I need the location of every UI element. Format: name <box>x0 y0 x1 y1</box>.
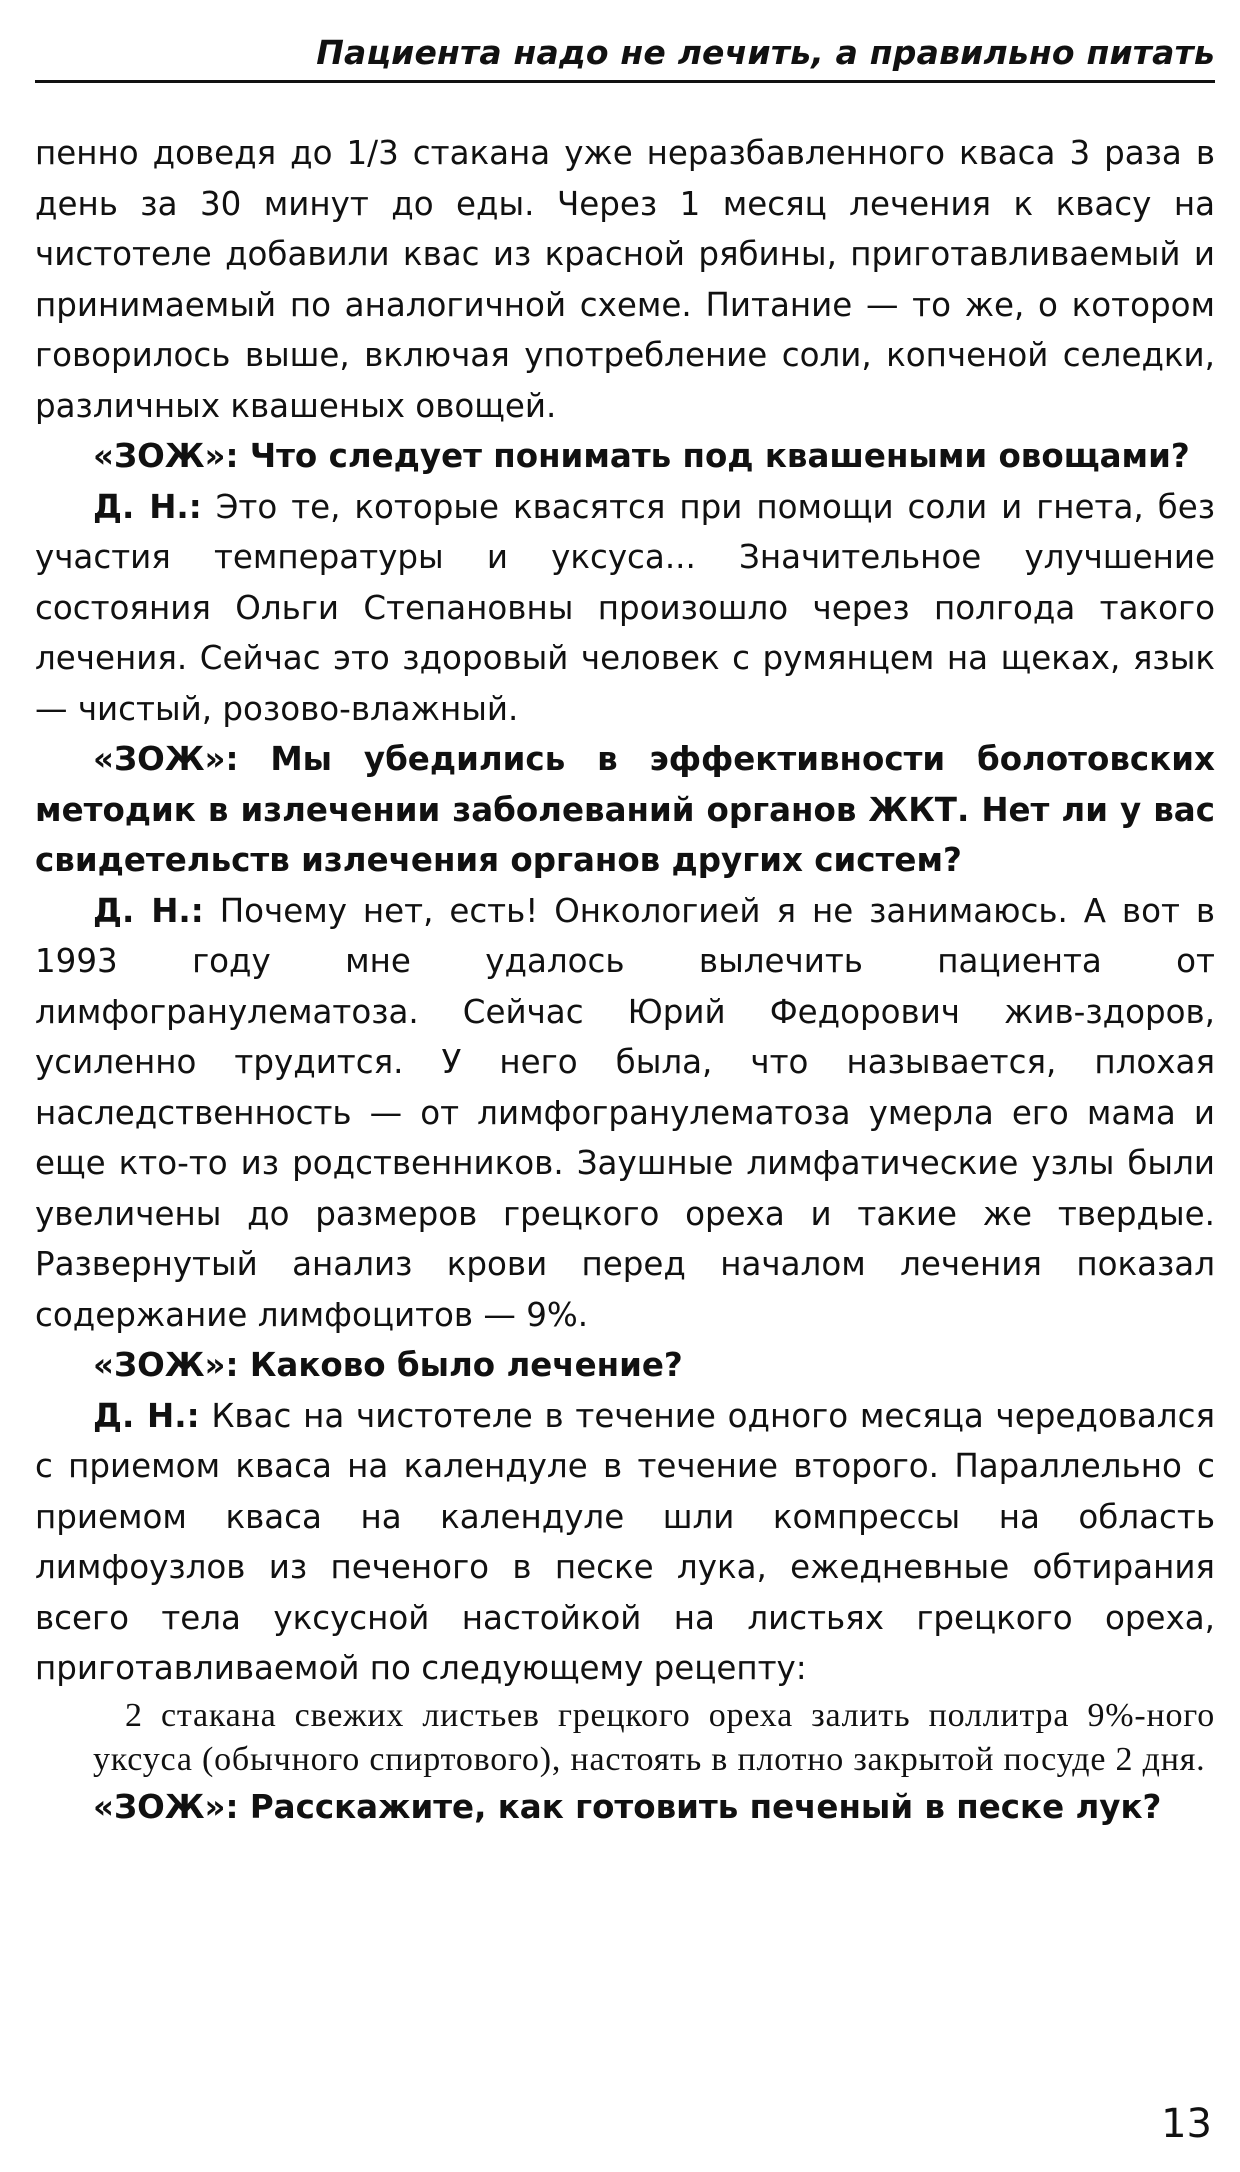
answer-paragraph <box>35 886 1215 1341</box>
question-text: Расскажите, как готовить печеный в песке лук? <box>249 1787 1162 1826</box>
speaker-label: Д. Н.: <box>93 487 202 526</box>
recipe-block: 2 стакана свежих листьев грецкого ореха залить поллитра 9%-ного уксуса (обычного спиртового), настоять в плотно закрытой посуде 2 дня. <box>93 1696 1215 1778</box>
speaker-label: «ЗОЖ»: <box>93 740 239 778</box>
answer-text: Квас на чистотеле в течение одного месяца чередовался с приемом кваса на календуле в течение второго. Параллельно с приемом кваса на календуле шли компрессы на область лимфоузлов из печеного в песке лука, ежедневные обтирания всего тела уксусной настойкой на листьях грецкого ореха, приготавливаемой по следующему рецепту: <box>35 1396 1215 1687</box>
answer-text: Почему нет, есть! Онкологией я не занимаюсь. А вот в 1993 году мне удалось вылечить пациента от лимфогранулематоза. Сейчас Юрий Федорович жив-здоров, усиленно трудится. У него была, что называется, плохая наследственность — от лимфогранулематоза умерла его мама и еще кто-то из родственников. Заушные лимфатические узлы были увеличены до размеров грецкого ореха и такие же твердые. Развернутый анализ крови перед началом лечения показал содержание лимфоцитов — 9%. <box>35 891 1215 1334</box>
speaker-label: Д. Н.: <box>93 1396 200 1435</box>
question-text: Что следует понимать под квашеными овощами? <box>249 437 1190 475</box>
answer-paragraph <box>35 482 1215 735</box>
answer-paragraph <box>35 1391 1215 1694</box>
question-text: Мы убедились в эффективности болотовских методик в излечении заболеваний органов ЖКТ. Нет ли у вас свидетельств излечения органов других систем? <box>35 740 1215 879</box>
speaker-label: «ЗОЖ»: <box>93 1787 239 1826</box>
question-paragraph <box>35 1782 1215 1833</box>
page-number: 13 <box>1161 2101 1212 2147</box>
question-paragraph <box>35 734 1215 886</box>
body-text <box>35 128 1215 1832</box>
running-head: Пациента надо не лечить, а правильно питать <box>35 28 1215 83</box>
speaker-label: «ЗОЖ»: <box>93 1346 239 1384</box>
speaker-label: «ЗОЖ»: <box>93 437 239 475</box>
question-text: Каково было лечение? <box>249 1346 683 1384</box>
speaker-label: Д. Н.: <box>93 891 204 930</box>
answer-text: Это те, которые квасятся при помощи соли и гнета, без участия температуры и уксуса... Значительное улучшение состояния Ольги Степановны произошло через полгода такого лечения. Сейчас это здоровый человек с румянцем на щеках, язык — чистый, розово-влажный. <box>35 487 1215 728</box>
question-paragraph <box>35 1340 1215 1391</box>
question-paragraph <box>35 431 1215 482</box>
paragraph-continuation: пенно доведя до 1/3 стакана уже неразбавленного кваса 3 раза в день за 30 минут до еды. Через 1 месяц лечения к квасу на чистотеле добавили квас из красной рябины, приготавливаемый и принимаемый по аналогичной схеме. Питание — то же, о котором говорилось выше, включая употребление соли, копченой селедки, различных квашеных овощей. <box>35 134 1215 425</box>
